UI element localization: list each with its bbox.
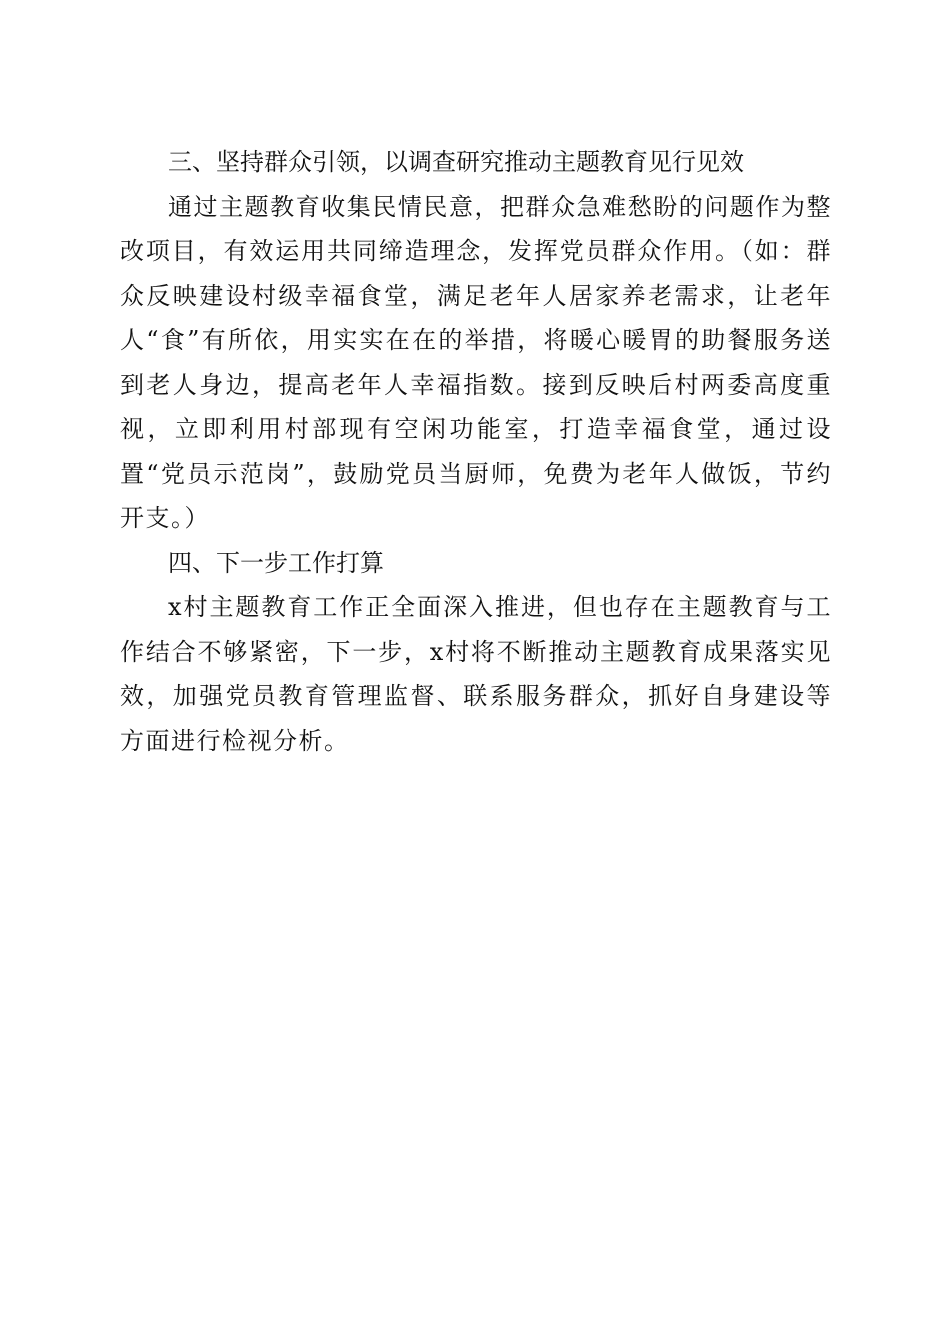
section-3-paragraph: 通过主题教育收集民情民意，把群众急难愁盼的问题作为整改项目，有效运用共同缔造理念，发挥党员群众作用。（如：群众反映建设村级幸福食堂，满足老年人居家养老需求，让老年人“食”有所依，用实实在在的举措，将暖心暖胃的助餐服务送到老人身边，提高老年人幸福指数。接到反映后村两委高度重视，立即利用村部现有空闲功能室，打造幸福食堂，通过设置“党员示范岗”，鼓励党员当厨师，免费为老年人做饭，节约开支。） — [120, 192, 832, 532]
section-4-paragraph: x村主题教育工作正全面深入推进，但也存在主题教育与工作结合不够紧密，下一步，x村将不断推动主题教育成果落实见效，加强党员教育管理监督、联系服务群众，抓好自身建设等方面进行检视分析。 — [120, 593, 832, 755]
section-3-heading: 三、坚持群众引领，以调查研究推动主题教育见行见效 — [168, 148, 744, 176]
document-body — [120, 140, 832, 763]
section-4-heading: 四、下一步工作打算 — [168, 548, 384, 577]
